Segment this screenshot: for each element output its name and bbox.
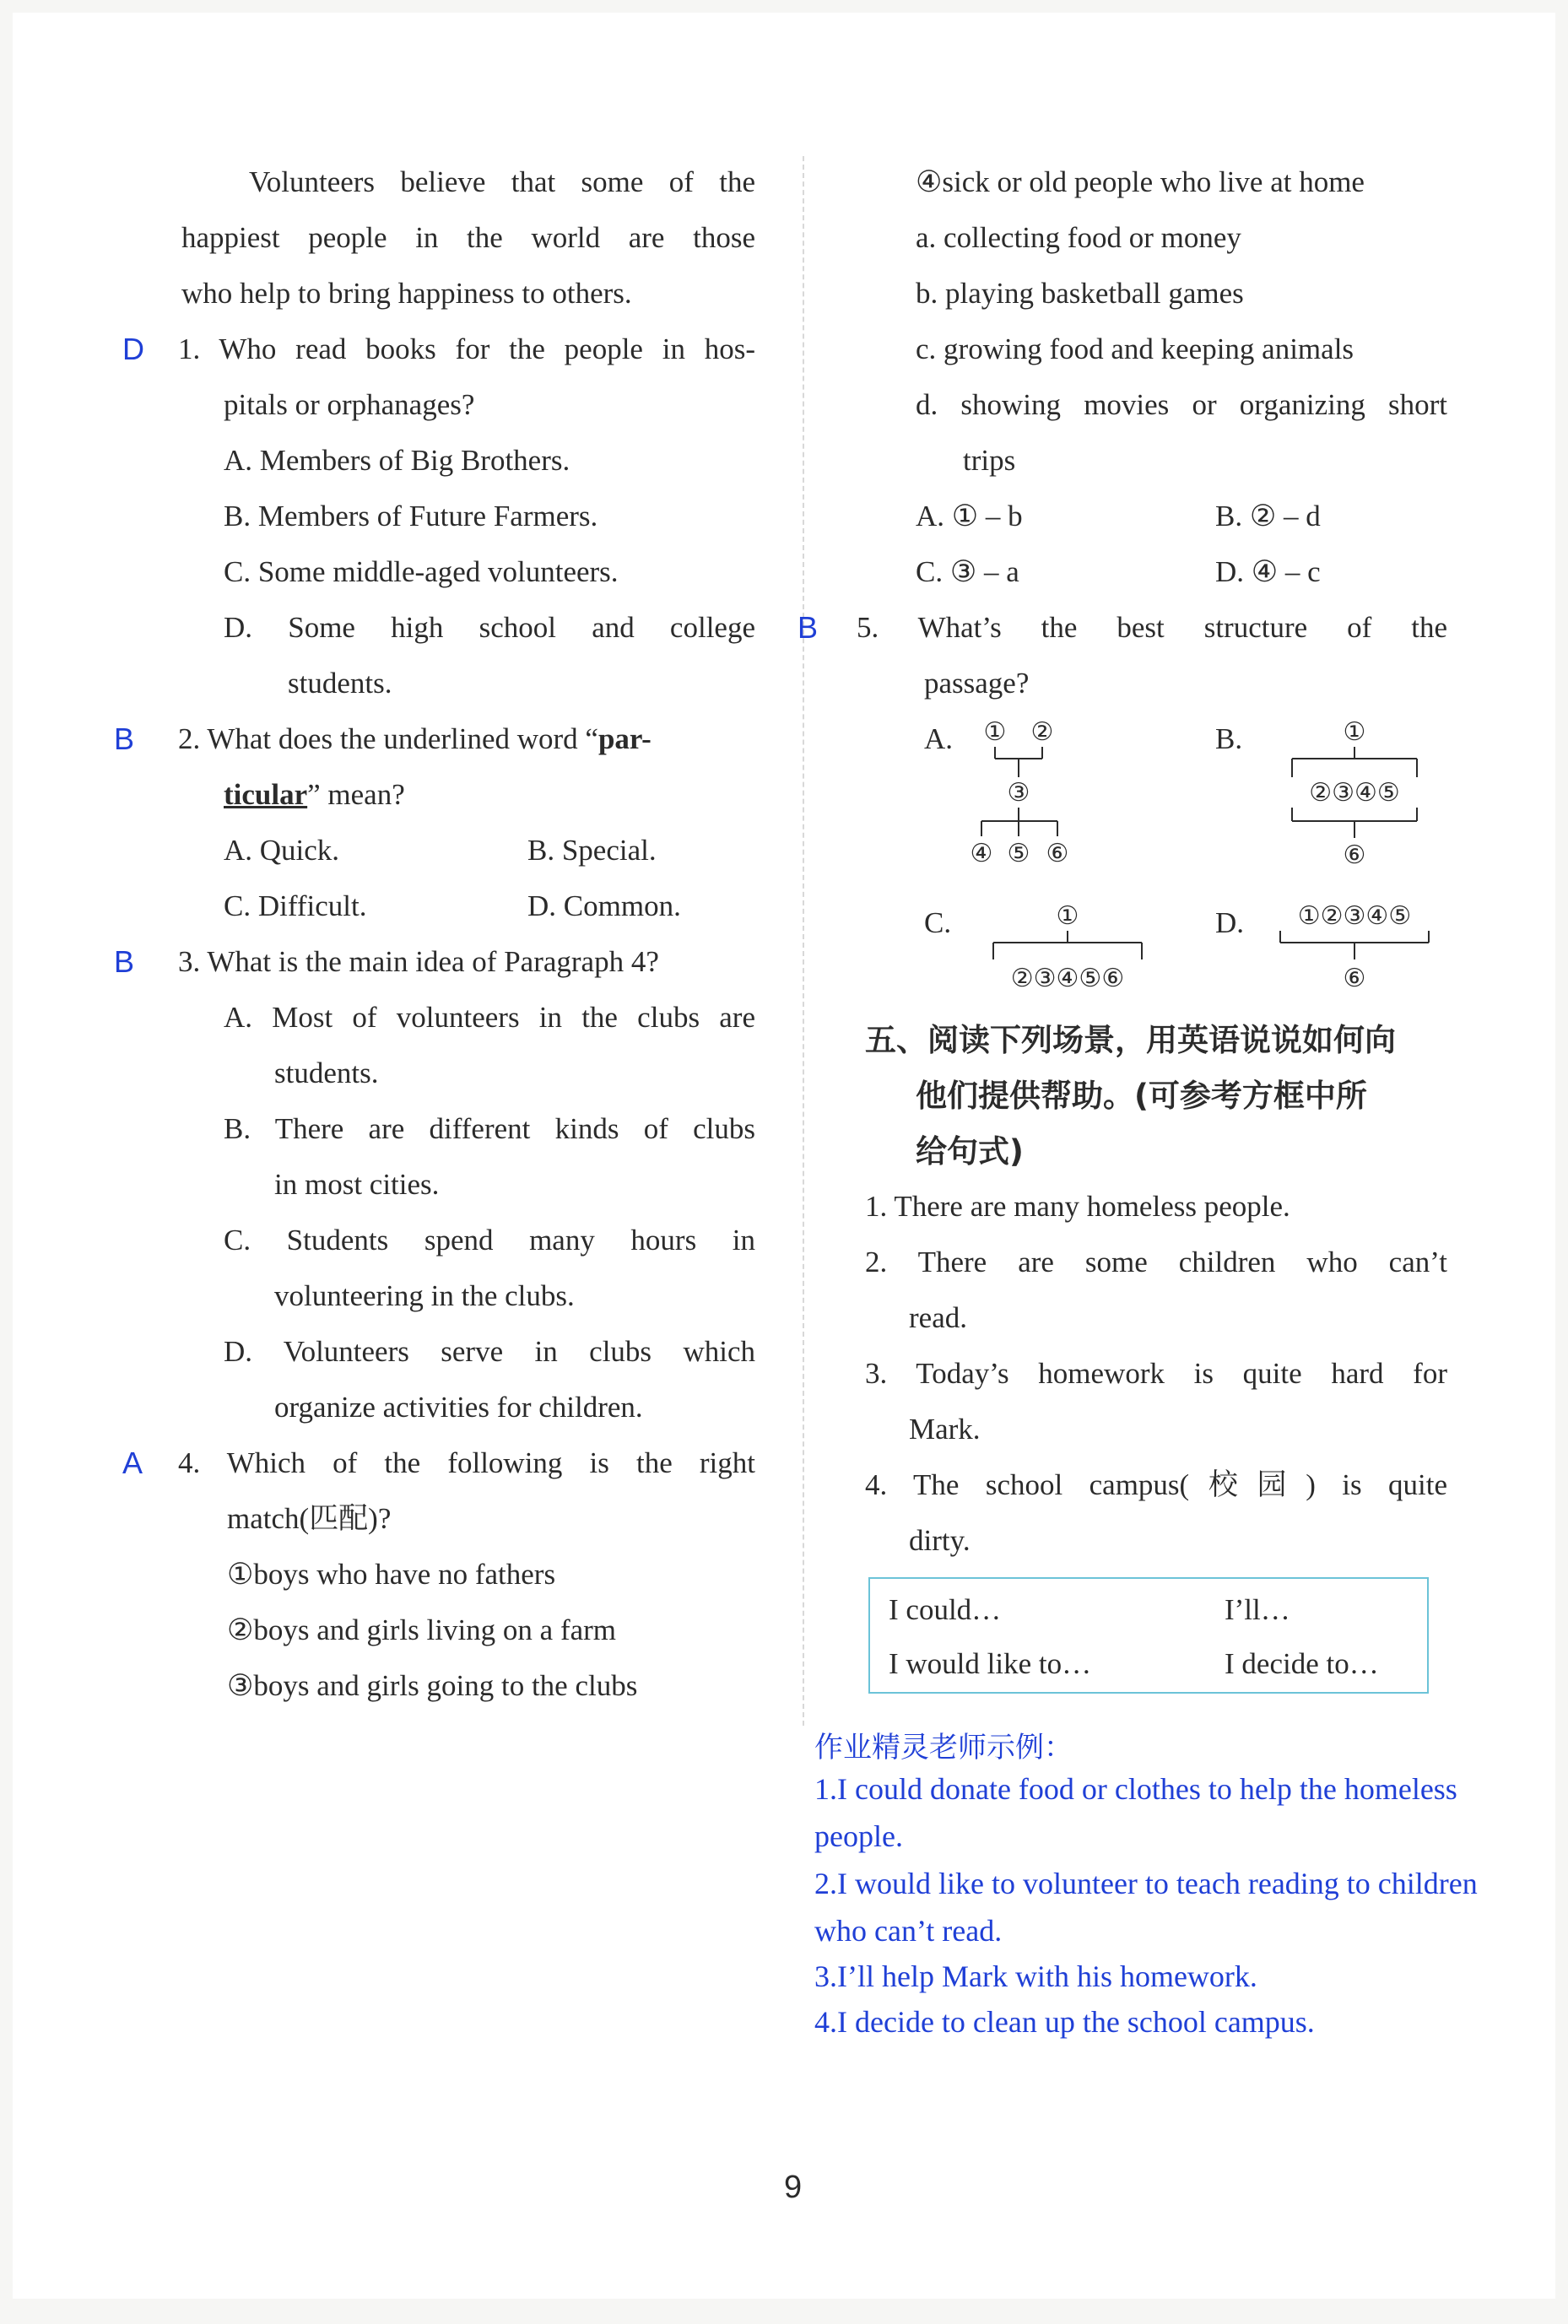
match-letter: c. growing food and keeping animals xyxy=(916,332,1354,365)
match-letter: trips xyxy=(963,444,1016,477)
option: B. Members of Future Farmers. xyxy=(224,500,598,532)
option: in most cities. xyxy=(274,1168,440,1201)
scenario-item: 1. There are many homeless people. xyxy=(865,1190,1290,1223)
question-stem: match(匹配)? xyxy=(227,1502,392,1535)
circled-number: ② xyxy=(1030,717,1054,747)
section-heading: 五、阅读下列场景，用英语说说如何向 xyxy=(865,1022,1396,1058)
match-letter: b. playing basketball games xyxy=(916,277,1244,310)
question-stem: ticular” mean? xyxy=(224,778,405,811)
intro-line: Volunteers believe that some of the xyxy=(249,165,755,198)
structure-diagram-b xyxy=(1270,710,1439,878)
circled-number: ① xyxy=(983,717,1007,747)
teacher-example-line: 3.I’ll help Mark with his homework. xyxy=(814,1959,1257,1993)
answer-mark: B xyxy=(798,610,819,645)
answer-mark: D xyxy=(122,332,144,366)
circled-number: ① xyxy=(1056,901,1079,931)
teacher-example-line: people. xyxy=(814,1819,903,1853)
teacher-example-title: 作业精灵老师示例： xyxy=(814,1731,1073,1765)
circled-number: ⑥ xyxy=(1046,839,1069,868)
worksheet-page xyxy=(13,13,1555,2299)
circled-numbers: ②③④⑤ xyxy=(1309,778,1400,808)
answer-mark: A xyxy=(122,1446,143,1480)
circled-number: ④ xyxy=(970,839,993,868)
option: C. ③ – a xyxy=(916,555,1019,588)
option-label: A. xyxy=(924,722,954,755)
option-label: D. xyxy=(1215,906,1245,939)
option: A. ① – b xyxy=(916,500,1023,532)
scenario-item: read. xyxy=(909,1301,967,1334)
teacher-example-line: 1.I could donate food or clothes to help the homeless xyxy=(814,1772,1457,1806)
option: D. Common. xyxy=(527,889,681,922)
structure-diagram-a xyxy=(966,710,1084,878)
intro-line: happiest people in the world are those xyxy=(181,221,755,254)
option: C. Students spend many hours in xyxy=(224,1224,755,1257)
match-item: ①boys who have no fathers xyxy=(227,1558,556,1591)
option: A. Members of Big Brothers. xyxy=(224,444,570,477)
option: D. Some high school and college xyxy=(224,611,755,644)
option: D. Volunteers serve in clubs which xyxy=(224,1335,755,1368)
column-divider xyxy=(803,156,804,1726)
answer-mark: B xyxy=(114,944,135,979)
scenario-item: dirty. xyxy=(909,1524,971,1557)
section-heading: 他们提供帮助。(可参考方框中所 xyxy=(916,1078,1367,1114)
structure-diagram-c xyxy=(975,894,1160,1003)
teacher-example-line: 2.I would like to volunteer to teach reading to children xyxy=(814,1867,1478,1900)
circled-number: ⑥ xyxy=(1343,840,1366,870)
option: B. Special. xyxy=(527,834,657,867)
circled-number: ① xyxy=(1343,717,1366,747)
option: students. xyxy=(274,1057,379,1089)
option: students. xyxy=(288,667,392,700)
scenario-item: 4. The school campus(校园) is quite xyxy=(865,1468,1447,1501)
scenario-item: 2. There are some children who can’t xyxy=(865,1246,1447,1278)
answer-mark: B xyxy=(114,722,135,756)
match-item: ③boys and girls going to the clubs xyxy=(227,1669,638,1702)
option: organize activities for children. xyxy=(274,1391,643,1424)
match-letter: a. collecting food or money xyxy=(916,221,1241,254)
option: volunteering in the clubs. xyxy=(274,1279,575,1312)
pattern: I could… xyxy=(889,1593,1002,1626)
section-heading: 给句式) xyxy=(916,1133,1024,1170)
sentence-pattern-box xyxy=(868,1577,1429,1694)
match-item: ④sick or old people who live at home xyxy=(916,165,1365,198)
structure-diagram-d xyxy=(1262,894,1447,1003)
circled-numbers: ①②③④⑤ xyxy=(1297,901,1412,931)
circled-number: ⑤ xyxy=(1007,839,1030,868)
circled-numbers: ②③④⑤⑥ xyxy=(1010,964,1125,993)
scenario-item: Mark. xyxy=(909,1413,981,1446)
option: A. Most of volunteers in the clubs are xyxy=(224,1001,755,1034)
option: A. Quick. xyxy=(224,834,340,867)
option: C. Some middle-aged volunteers. xyxy=(224,555,619,588)
intro-line: who help to bring happiness to others. xyxy=(181,277,632,310)
option: D. ④ – c xyxy=(1215,555,1321,588)
question-stem: 3. What is the main idea of Paragraph 4? xyxy=(178,945,659,978)
pattern: I decide to… xyxy=(1225,1647,1379,1680)
option: B. ② – d xyxy=(1215,500,1321,532)
question-stem: 5. What’s the best structure of the xyxy=(857,611,1447,644)
match-item: ②boys and girls living on a farm xyxy=(227,1613,617,1646)
question-stem: 4. Which of the following is the right xyxy=(178,1446,755,1479)
scenario-item: 3. Today’s homework is quite hard for xyxy=(865,1357,1447,1390)
pattern: I’ll… xyxy=(1225,1593,1290,1626)
circled-number: ③ xyxy=(1007,778,1030,808)
option: C. Difficult. xyxy=(224,889,367,922)
circled-number: ⑥ xyxy=(1343,964,1366,993)
pattern: I would like to… xyxy=(889,1647,1092,1680)
question-stem: 2. What does the underlined word “par- xyxy=(178,722,652,755)
option-label: C. xyxy=(924,906,952,939)
question-stem: passage? xyxy=(924,667,1030,700)
teacher-example-line: 4.I decide to clean up the school campus. xyxy=(814,2005,1315,2039)
option-label: B. xyxy=(1215,722,1243,755)
option: B. There are different kinds of clubs xyxy=(224,1112,755,1145)
match-letter: d. showing movies or organizing short xyxy=(916,388,1447,421)
question-stem: pitals or orphanages? xyxy=(224,388,475,421)
question-stem: 1. Who read books for the people in hos- xyxy=(178,332,755,365)
teacher-example-line: who can’t read. xyxy=(814,1914,1003,1948)
page-number: 9 xyxy=(784,2170,803,2205)
